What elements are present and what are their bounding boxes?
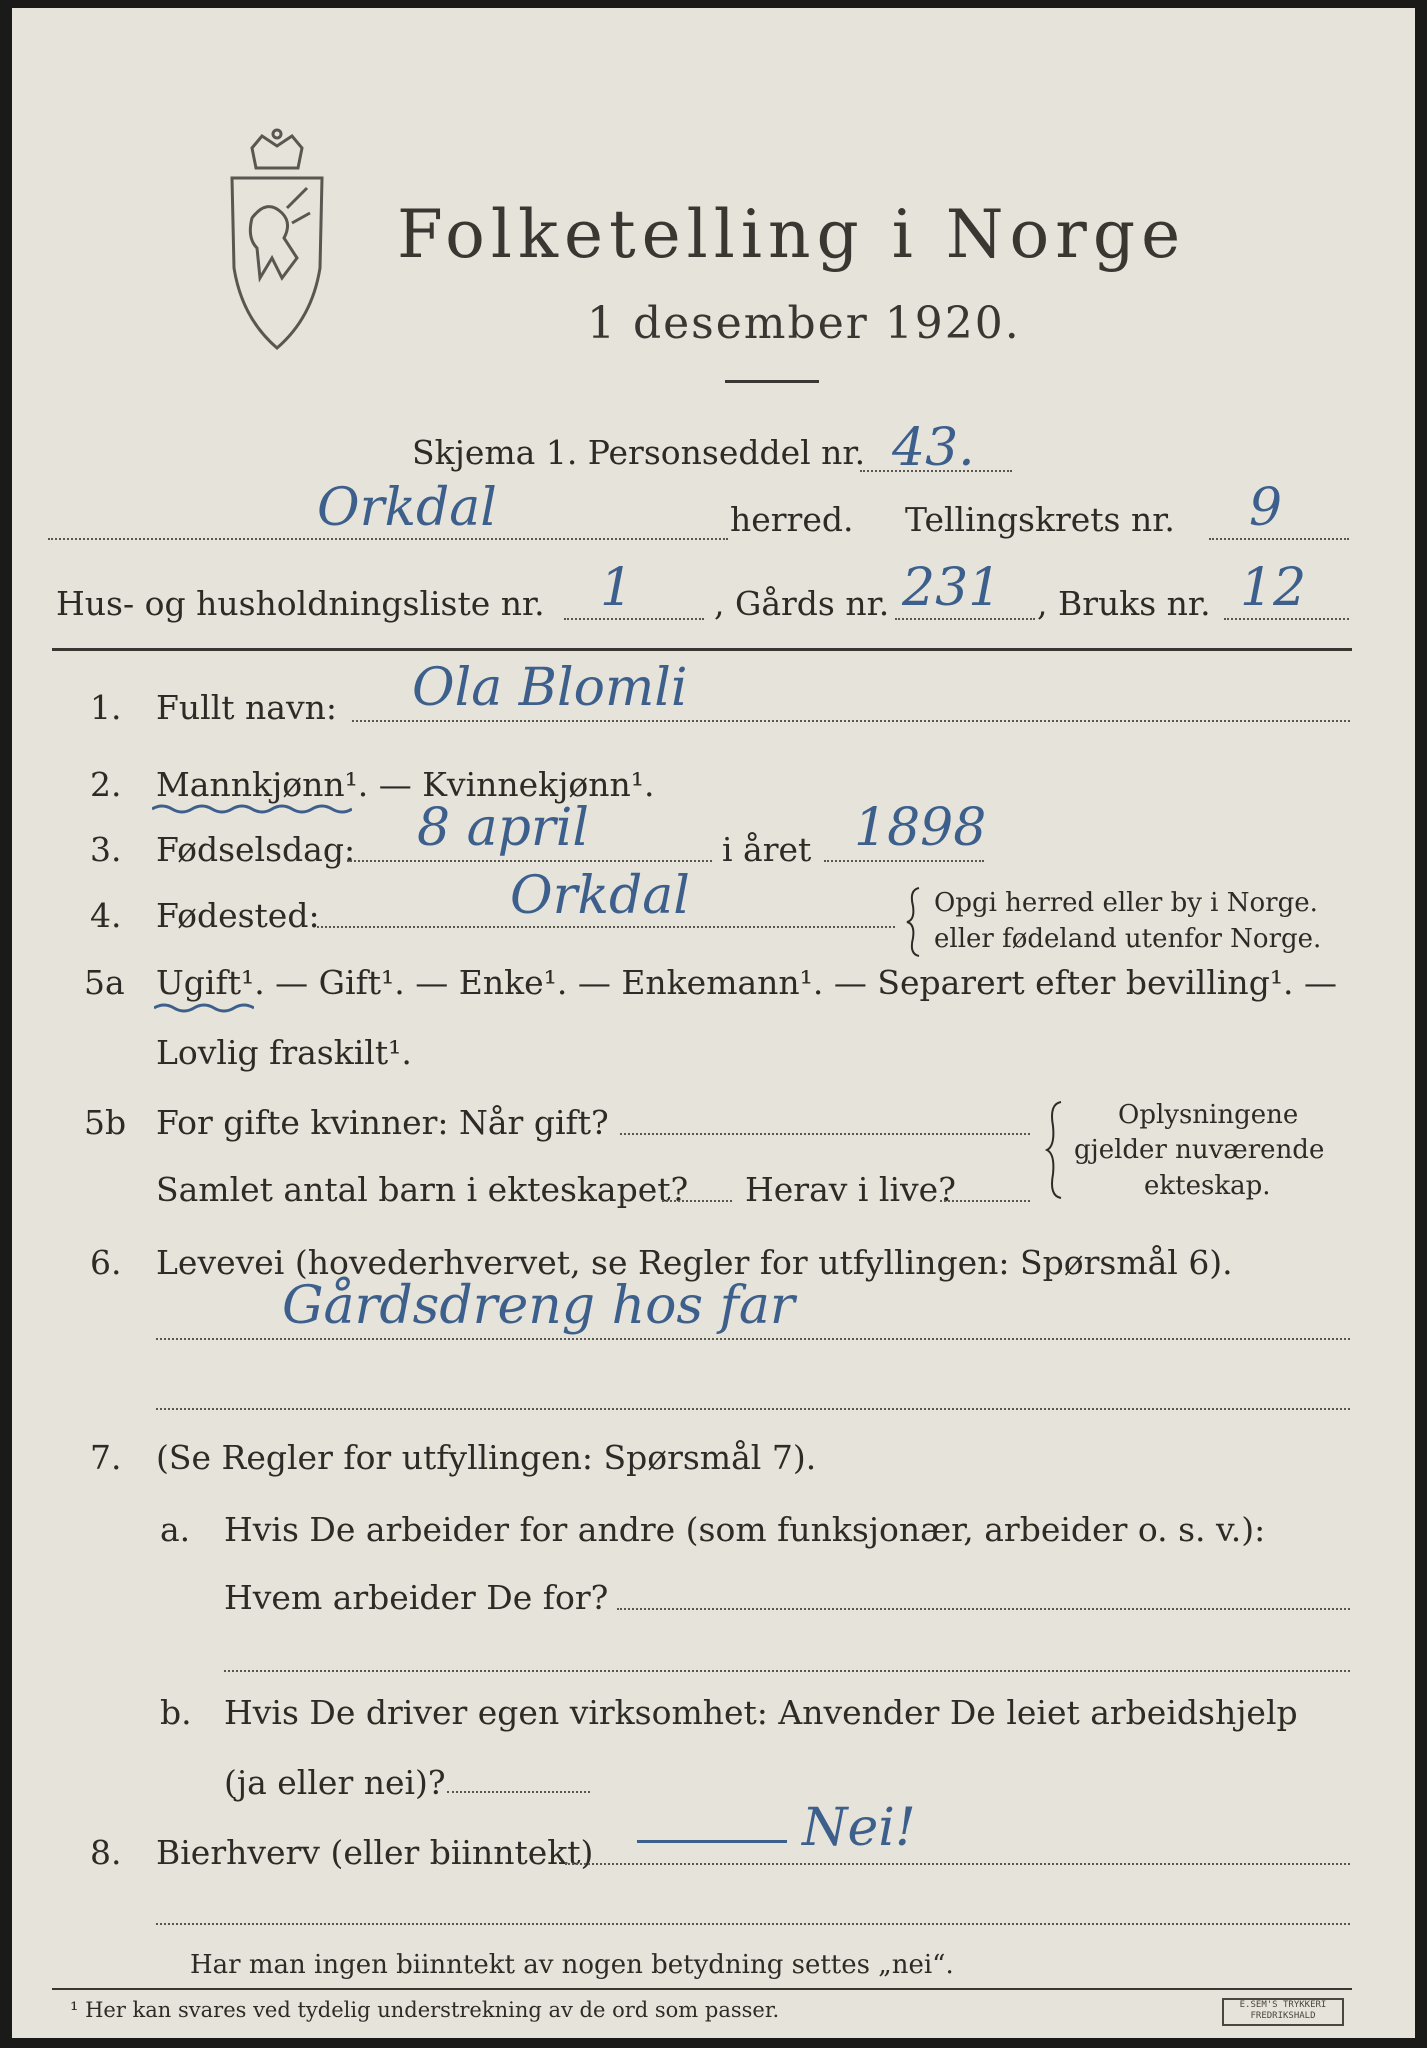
q7a-question: Hvis De arbeider for andre (som funksjonær, arbeider o. s. v.):: [224, 1510, 1266, 1549]
married-when-label: For gifte kvinner: Når gift?: [156, 1103, 609, 1142]
printer-stamp: [1222, 1998, 1344, 2026]
note-brace-icon: [905, 886, 925, 958]
personseddel-number-value[interactable]: 43.: [892, 418, 975, 478]
ugift-underline-mark: [154, 1000, 254, 1014]
husholdningsliste-label: Hus- og husholdningsliste nr.: [56, 584, 545, 623]
side-income-footnote: Har man ingen biinntekt av nogen betydning settes „nei“.: [190, 1950, 954, 1980]
gards-value[interactable]: 231: [902, 558, 1002, 618]
printer-stamp-line-1: E.SEM'S TRYKKERI: [1239, 2000, 1327, 2010]
marriage-note-line-3: ekteskap.: [1144, 1171, 1271, 1201]
footer-divider: [52, 1988, 1352, 1990]
q7-label: (Se Regler for utfyllingen: Spørsmål 7).: [156, 1438, 817, 1477]
hired-help-label: (ja eller nei)?: [224, 1763, 446, 1802]
occupation-value[interactable]: Gårdsdreng hos far: [282, 1276, 795, 1336]
note-brace-icon: [1045, 1100, 1067, 1200]
side-income-value[interactable]: Nei!: [802, 1798, 916, 1858]
birthplace-note-line-2: eller fødeland utenfor Norge.: [934, 924, 1322, 954]
q2-number: 2.: [90, 765, 122, 804]
form-title: Folketelling i Norge: [397, 196, 1187, 273]
q6-number: 6.: [90, 1243, 122, 1282]
gards-label: , Gårds nr.: [714, 584, 890, 623]
gender-options-label: Mannkjønn¹. — Kvinnekjønn¹.: [156, 765, 655, 804]
q7b-question: Hvis De driver egen virksomhet: Anvender De leiet arbeidshjelp: [224, 1693, 1298, 1732]
q7b-letter: b.: [160, 1693, 192, 1732]
title-divider: [725, 380, 819, 383]
printer-stamp-line-2: FREDRIKSHALD: [1250, 2011, 1316, 2021]
tellingskrets-value[interactable]: 9: [1249, 478, 1283, 538]
birth-year-label: i året: [722, 830, 812, 869]
side-income-label: Bierhverv (eller biinntekt): [156, 1833, 594, 1872]
norwegian-coat-of-arms-icon: [212, 128, 342, 358]
occupation-label: Levevei (hovederhvervet, se Regler for utfyllingen: Spørsmål 6).: [156, 1243, 1233, 1282]
birthplace-label: Fødested:: [156, 896, 320, 935]
mannkjonn-underline-mark: [152, 801, 352, 815]
underline-footnote: ¹ Her kan svares ved tydelig understrekning av de ord som passer.: [70, 1998, 780, 2022]
q3-number: 3.: [90, 830, 122, 869]
marital-status-options: Ugift¹. — Gift¹. — Enke¹. — Enkemann¹. — Separert efter bevilling¹. —: [156, 963, 1338, 1002]
full-name-value[interactable]: Ola Blomli: [412, 658, 688, 718]
husholdningsliste-value[interactable]: 1: [600, 558, 634, 618]
bruks-label: , Bruks nr.: [1037, 584, 1211, 623]
q5a-number: 5a: [84, 963, 125, 1002]
q8-number: 8.: [90, 1833, 122, 1872]
bruks-value[interactable]: 12: [1240, 558, 1307, 618]
q5b-number: 5b: [84, 1103, 127, 1142]
children-count-label: Samlet antal barn i ekteskapet?: [156, 1170, 689, 1209]
tellingskrets-label: Tellingskrets nr.: [905, 500, 1175, 539]
birthplace-note-line-1: Opgi herred eller by i Norge.: [934, 888, 1318, 918]
children-alive-label: Herav i live?: [745, 1170, 956, 1209]
birthplace-value[interactable]: Orkdal: [510, 866, 690, 926]
herred-value[interactable]: Orkdal: [317, 478, 497, 538]
q1-number: 1.: [90, 688, 122, 727]
marriage-note-line-2: gjelder nuværende: [1074, 1135, 1325, 1165]
employer-label: Hvem arbeider De for?: [224, 1578, 609, 1617]
birth-year-value[interactable]: 1898: [854, 798, 987, 858]
q7-number: 7.: [90, 1438, 122, 1477]
form-sheet: [12, 8, 1415, 2038]
side-income-dash-mark: [637, 1840, 787, 1843]
herred-label: herred.: [730, 500, 854, 539]
full-name-label: Fullt navn:: [156, 688, 337, 727]
birthdate-value[interactable]: 8 april: [417, 798, 590, 858]
form-date: 1 desember 1920.: [587, 298, 1021, 349]
schema-label: Skjema 1. Personseddel nr.: [412, 433, 866, 472]
birthdate-label: Fødselsdag:: [156, 830, 356, 869]
q4-number: 4.: [90, 896, 122, 935]
marriage-note-line-1: Oplysningene: [1118, 1100, 1299, 1130]
marital-status-options-continued: Lovlig fraskilt¹.: [156, 1033, 412, 1072]
section-divider: [52, 648, 1352, 651]
q7a-letter: a.: [160, 1510, 191, 1549]
